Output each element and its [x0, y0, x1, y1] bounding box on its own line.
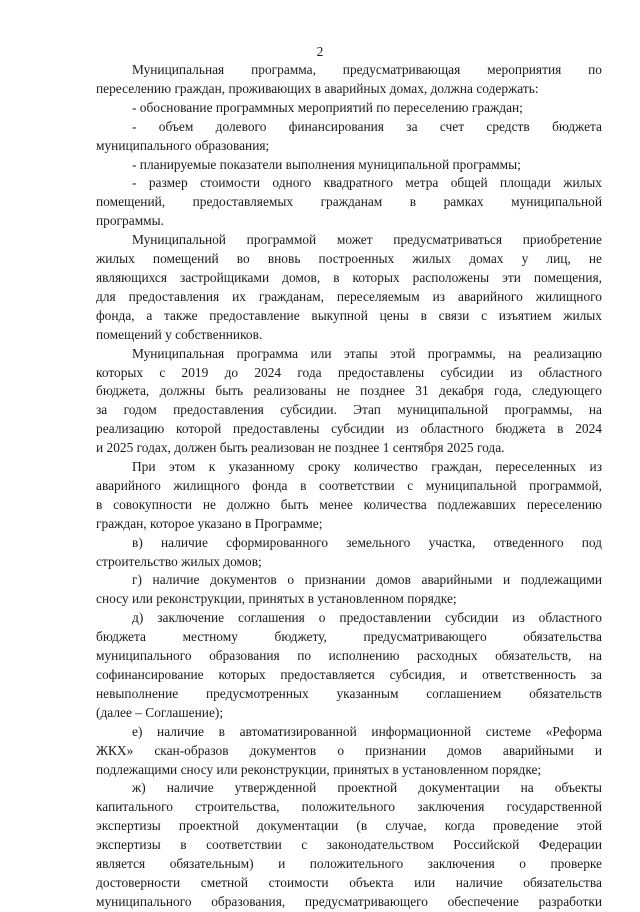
- text-line: сносу или реконструкции, принятых в установленном порядке;: [96, 591, 457, 607]
- text-line: помещений у собственников.: [96, 326, 263, 342]
- text-line: фонда, а также предоставление выкупной цены в связи с изъятием жилых: [96, 307, 602, 323]
- text-line: Муниципальная программа, предусматривающая мероприятия по: [132, 62, 602, 77]
- page-number: 2: [316, 44, 324, 59]
- text-line: невыполнение предусмотренных указанным соглашением обязательств: [96, 685, 602, 701]
- text-line: - обоснование программных мероприятий по переселению граждан;: [132, 99, 523, 115]
- text-line: бюджета местному бюджету, предусматривающего обязательства: [96, 629, 602, 645]
- text-line: - размер стоимости одного квадратного метра общей площади жилых: [132, 175, 602, 191]
- text-line: ЖКХ» скан-образов документов о признании домов аварийными и: [96, 742, 602, 758]
- document-body: [96, 61, 602, 912]
- text-line: помещений, предоставляемых гражданам в рамках муниципальной: [96, 194, 602, 210]
- text-line: д) заключение соглашения о предоставлении субсидии из областного: [132, 610, 602, 626]
- text-line: муниципального образования по исполнению расходных обязательств, на: [96, 648, 602, 664]
- text-line: ж) наличие утвержденной проектной документации на объекты: [132, 780, 602, 796]
- text-line: является обязательным) и положительного заключения о проверке: [96, 856, 602, 872]
- text-line: капитального строительства, положительного заключения государственной: [96, 799, 602, 815]
- text-line: в совокупности не должно быть менее количества подлежавших переселению: [96, 496, 602, 512]
- text-line: - объем долевого финансирования за счет средств бюджета: [132, 118, 602, 134]
- text-line: аварийного жилищного фонда в соответствии с муниципальной программой,: [96, 477, 602, 493]
- text-line: бюджета, должны быть реализованы не позднее 31 декабря года, следующего: [96, 383, 602, 399]
- text-line: жилых помещений во вновь построенных жилых домах у лиц, не: [96, 251, 602, 267]
- text-line: и 2025 годах, должен быть реализован не позднее 1 сентября 2025 года.: [96, 440, 505, 456]
- text-line: е) наличие в автоматизированной информационной системе «Реформа: [132, 723, 602, 739]
- text-line: строительство жилых домов;: [96, 553, 262, 569]
- text-line: При этом к указанному сроку количество граждан, переселенных из: [132, 459, 602, 475]
- text-line: г) наличие документов о признании домов аварийными и подлежащими: [132, 572, 602, 588]
- text-line: для предоставления их гражданам, переселяемым из аварийного жилищного: [96, 288, 602, 304]
- text-line: муниципального образования, предусматривающего обеспечение разработки: [96, 893, 602, 909]
- text-line: подлежащими сносу или реконструкции, принятых в установленном порядке;: [96, 761, 542, 777]
- text-line: Муниципальная программа или этапы этой программы, на реализацию: [132, 345, 602, 361]
- text-line: за годом предоставления субсидии. Этап муниципальной программы, на: [96, 402, 602, 418]
- text-line: программы.: [96, 213, 164, 229]
- text-line: муниципального образования;: [96, 137, 270, 153]
- text-line: являющихся застройщиками домов, в которых расположены эти помещения,: [96, 269, 602, 285]
- text-line: переселению граждан, проживающих в аварийных домах, должна содержать:: [96, 80, 539, 96]
- text-line: софинансирование которых предоставляется субсидия, и ответственность за: [96, 667, 602, 682]
- text-line: экспертизы в соответствии с законодательством Российской Федерации: [96, 837, 602, 853]
- text-line: в) наличие сформированного земельного участка, отведенного под: [132, 534, 602, 550]
- text-line: реализацию которой предоставлены субсидии из областного бюджета в 2024: [96, 421, 602, 437]
- text-line: - планируемые показатели выполнения муниципальной программы;: [132, 156, 521, 172]
- text-line: которых с 2019 до 2024 года предоставлены субсидии из областного: [96, 364, 602, 380]
- text-line: (далее – Соглашение);: [96, 704, 224, 720]
- text-line: граждан, которое указано в Программе;: [96, 515, 323, 531]
- text-line: Муниципальной программой может предусматриваться приобретение: [132, 232, 602, 248]
- text-line: экспертизы проектной документации (в случае, когда проведение этой: [96, 818, 602, 834]
- text-line: достоверности сметной стоимости объекта или наличие обязательства: [96, 874, 602, 890]
